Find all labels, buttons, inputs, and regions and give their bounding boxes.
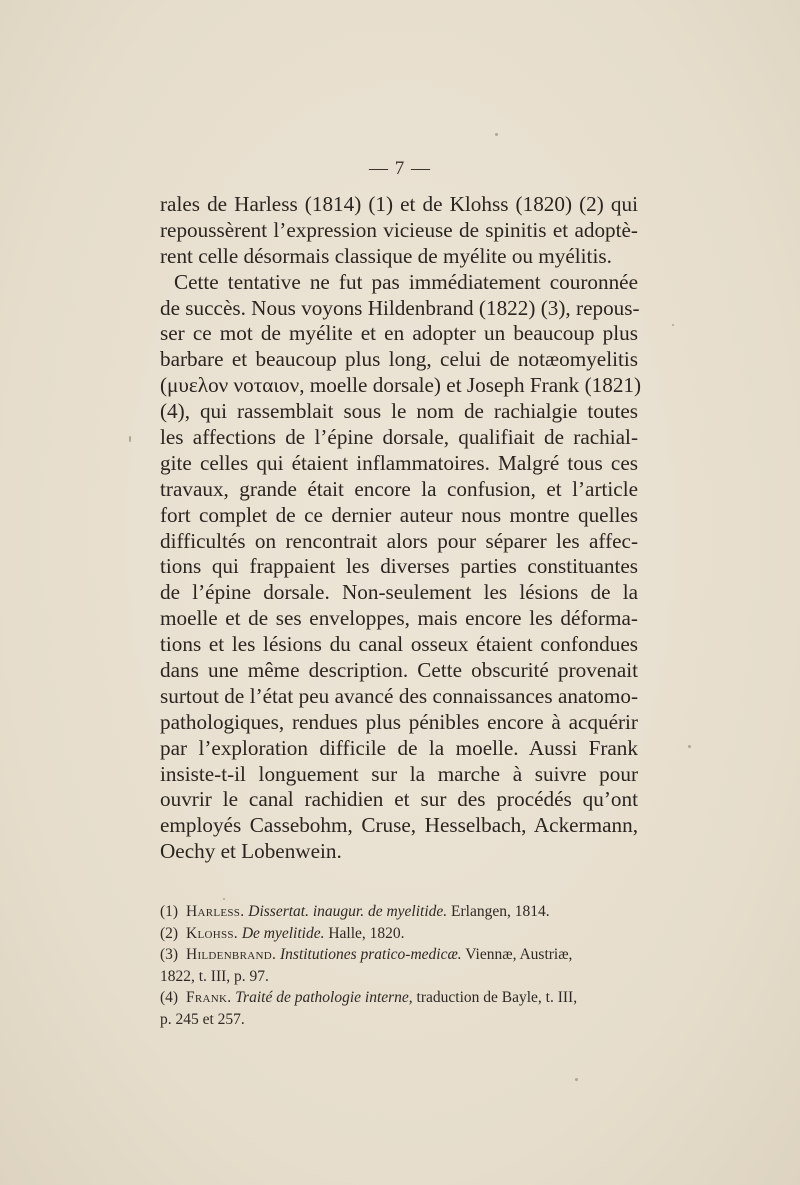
text-line: travaux, grande était encore la confusion, et l’article <box>160 476 638 501</box>
footnote-title: Institutiones pratico-medicæ. <box>280 946 462 963</box>
paper-speck <box>672 324 674 326</box>
text-line: Cette tentative ne fut pas immédiatement couronnée <box>174 269 638 294</box>
footnote-details: traduction de Bayle, t. III, <box>416 989 578 1006</box>
paper-speck <box>129 436 131 442</box>
text-line: de l’épine dorsale. Non-seulement les lésions de la <box>160 580 638 605</box>
text-line: tions et les lésions du canal osseux étaient confondues <box>160 632 638 657</box>
paper-speck <box>223 898 225 900</box>
footnote-continuation: 1822, t. III, p. 97. <box>160 967 269 985</box>
text-line: dans une même description. Cette obscurité provenait <box>160 658 638 683</box>
text-line: ser ce mot de myélite et en adopter un beaucoup plus <box>160 321 638 346</box>
text-line: ouvrir le canal rachidien et sur des procédés qu’ont <box>160 787 638 812</box>
text-line: difficultés on rencontrait alors pour séparer les affec- <box>160 528 638 553</box>
text-line: tions qui frappaient les diverses parties constituantes <box>160 554 638 579</box>
footnote-3 <box>160 944 638 966</box>
footnote-title: Dissertat. inaugur. de myelitide. <box>248 903 448 920</box>
footnote-number: (3) <box>160 946 179 963</box>
footnotes <box>160 901 638 1030</box>
footnote-title: Traité de pathologie interne, <box>235 989 413 1006</box>
footnote-author: Klohss. <box>185 924 238 942</box>
text-line: rent celle désormais classique de myélite ou myélitis. <box>160 243 612 268</box>
paper-speck <box>495 133 498 136</box>
text-line: pathologiques, rendues plus pénibles encore à acquérir <box>160 709 638 734</box>
page-number: — 7 — <box>369 158 431 179</box>
text-line: moelle et de ses enveloppes, mais encore les déforma- <box>160 606 638 631</box>
footnote-author: Hildenbrand. <box>185 946 277 963</box>
text-line: rales de Harless (1814) (1) et de Klohss (1820) (2) qui <box>160 192 638 216</box>
text-line: de succès. Nous voyons Hildenbrand (1822) (3), repous- <box>160 295 640 320</box>
text-line: gite celles qui étaient inflammatoires. Malgré tous ces <box>160 450 638 475</box>
text-line: les affections de l’épine dorsale, qualifiait de rachial- <box>160 425 638 450</box>
text-line: repoussèrent l’expression vicieuse de spinitis et adoptè- <box>160 217 638 242</box>
text-line: Oechy et Lobenwein. <box>160 839 342 864</box>
text-line: par l’exploration difficile de la moelle. Aussi Frank <box>160 735 638 760</box>
paper-speck <box>688 745 691 748</box>
footnote-details: Viennæ, Austriæ, <box>465 946 573 963</box>
footnote-1 <box>160 901 638 923</box>
text-line: employés Cassebohm, Cruse, Hesselbach, Ackermann, <box>160 813 638 838</box>
text-line: barbare et beaucoup plus long, celui de notæomyelitis <box>160 347 638 372</box>
footnote-number: (2) <box>160 924 179 942</box>
footnote-4 <box>160 987 638 1009</box>
main-text-block <box>160 192 642 865</box>
footnote-author: Frank. <box>185 989 232 1006</box>
text-line: insiste-t-il longuement sur la marche à suivre pour <box>160 761 638 786</box>
text-line: (μυελον νοταιον, moelle dorsale) et Joseph Frank (1821) <box>160 373 642 398</box>
footnote-number: (4) <box>160 989 179 1006</box>
text-line: fort complet de ce dernier auteur nous montre quelles <box>160 502 638 527</box>
paper-speck <box>575 1078 578 1081</box>
text-line: (4), qui rassemblait sous le nom de rachialgie toutes <box>160 399 638 424</box>
footnote-2 <box>160 923 638 945</box>
footnote-number: (1) <box>160 903 179 920</box>
footnote-author: Harless. <box>185 903 245 920</box>
text-line: surtout de l’état peu avancé des connaissances anatomo- <box>160 683 638 708</box>
footnote-title: De myelitide. <box>241 924 325 942</box>
footnote-details: Halle, 1820. <box>328 924 405 942</box>
footnote-continuation: p. 245 et 257. <box>160 1010 245 1028</box>
footnote-details: Erlangen, 1814. <box>451 903 550 920</box>
